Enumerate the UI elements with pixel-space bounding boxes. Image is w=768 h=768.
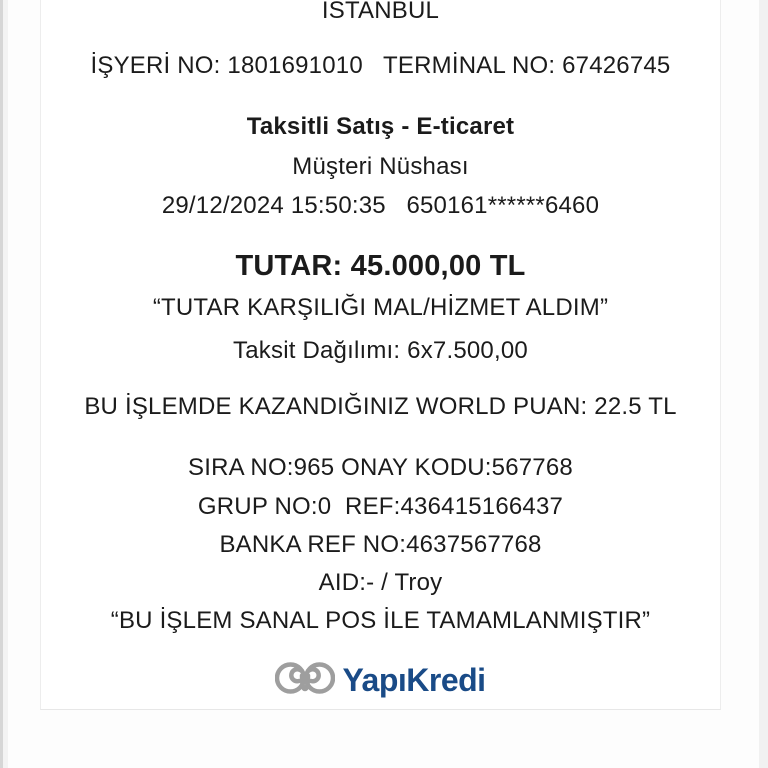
aid-line: AID:- / Troy [318, 569, 443, 596]
amount-line: TUTAR: 45.000,00 TL [235, 250, 526, 282]
bank-logo [41, 658, 720, 702]
world-points-line: BU İŞLEMDE KAZANDIĞINIZ WORLD PUAN: 22.5 TL [84, 393, 677, 420]
bank-ref-line: BANKA REF NO:4637567768 [219, 531, 542, 558]
sale-type-line: Taksitli Satış - E-ticaret [246, 113, 515, 140]
sequence-approval-line: SIRA NO:965 ONAY KODU:567768 [188, 454, 573, 481]
city-line: ISTANBUL [321, 0, 440, 24]
installment-plan-line: Taksit Dağılımı: 6x7.500,00 [233, 337, 528, 364]
page-edge-right [759, 0, 768, 768]
group-ref-line: GRUP NO:0 REF:436415166437 [197, 493, 564, 520]
page-edge-left-soft [3, 0, 8, 768]
customer-copy-line: Müşteri Nüshası [292, 153, 469, 180]
receipt-card [40, 0, 721, 710]
ram-horns-icon [275, 661, 335, 700]
merchant-terminal-line: İŞYERİ NO: 1801691010 TERMİNAL NO: 67426745 [90, 52, 671, 79]
bank-logo-text: YapıKredi [342, 661, 486, 698]
datetime-card-line: 29/12/2024 15:50:35 650161******6460 [161, 192, 600, 219]
virtual-pos-notice-line: “BU İŞLEM SANAL POS İLE TAMAMLANMIŞTIR” [110, 607, 651, 634]
acknowledgement-line: “TUTAR KARŞILIĞI MAL/HİZMET ALDIM” [152, 294, 609, 321]
